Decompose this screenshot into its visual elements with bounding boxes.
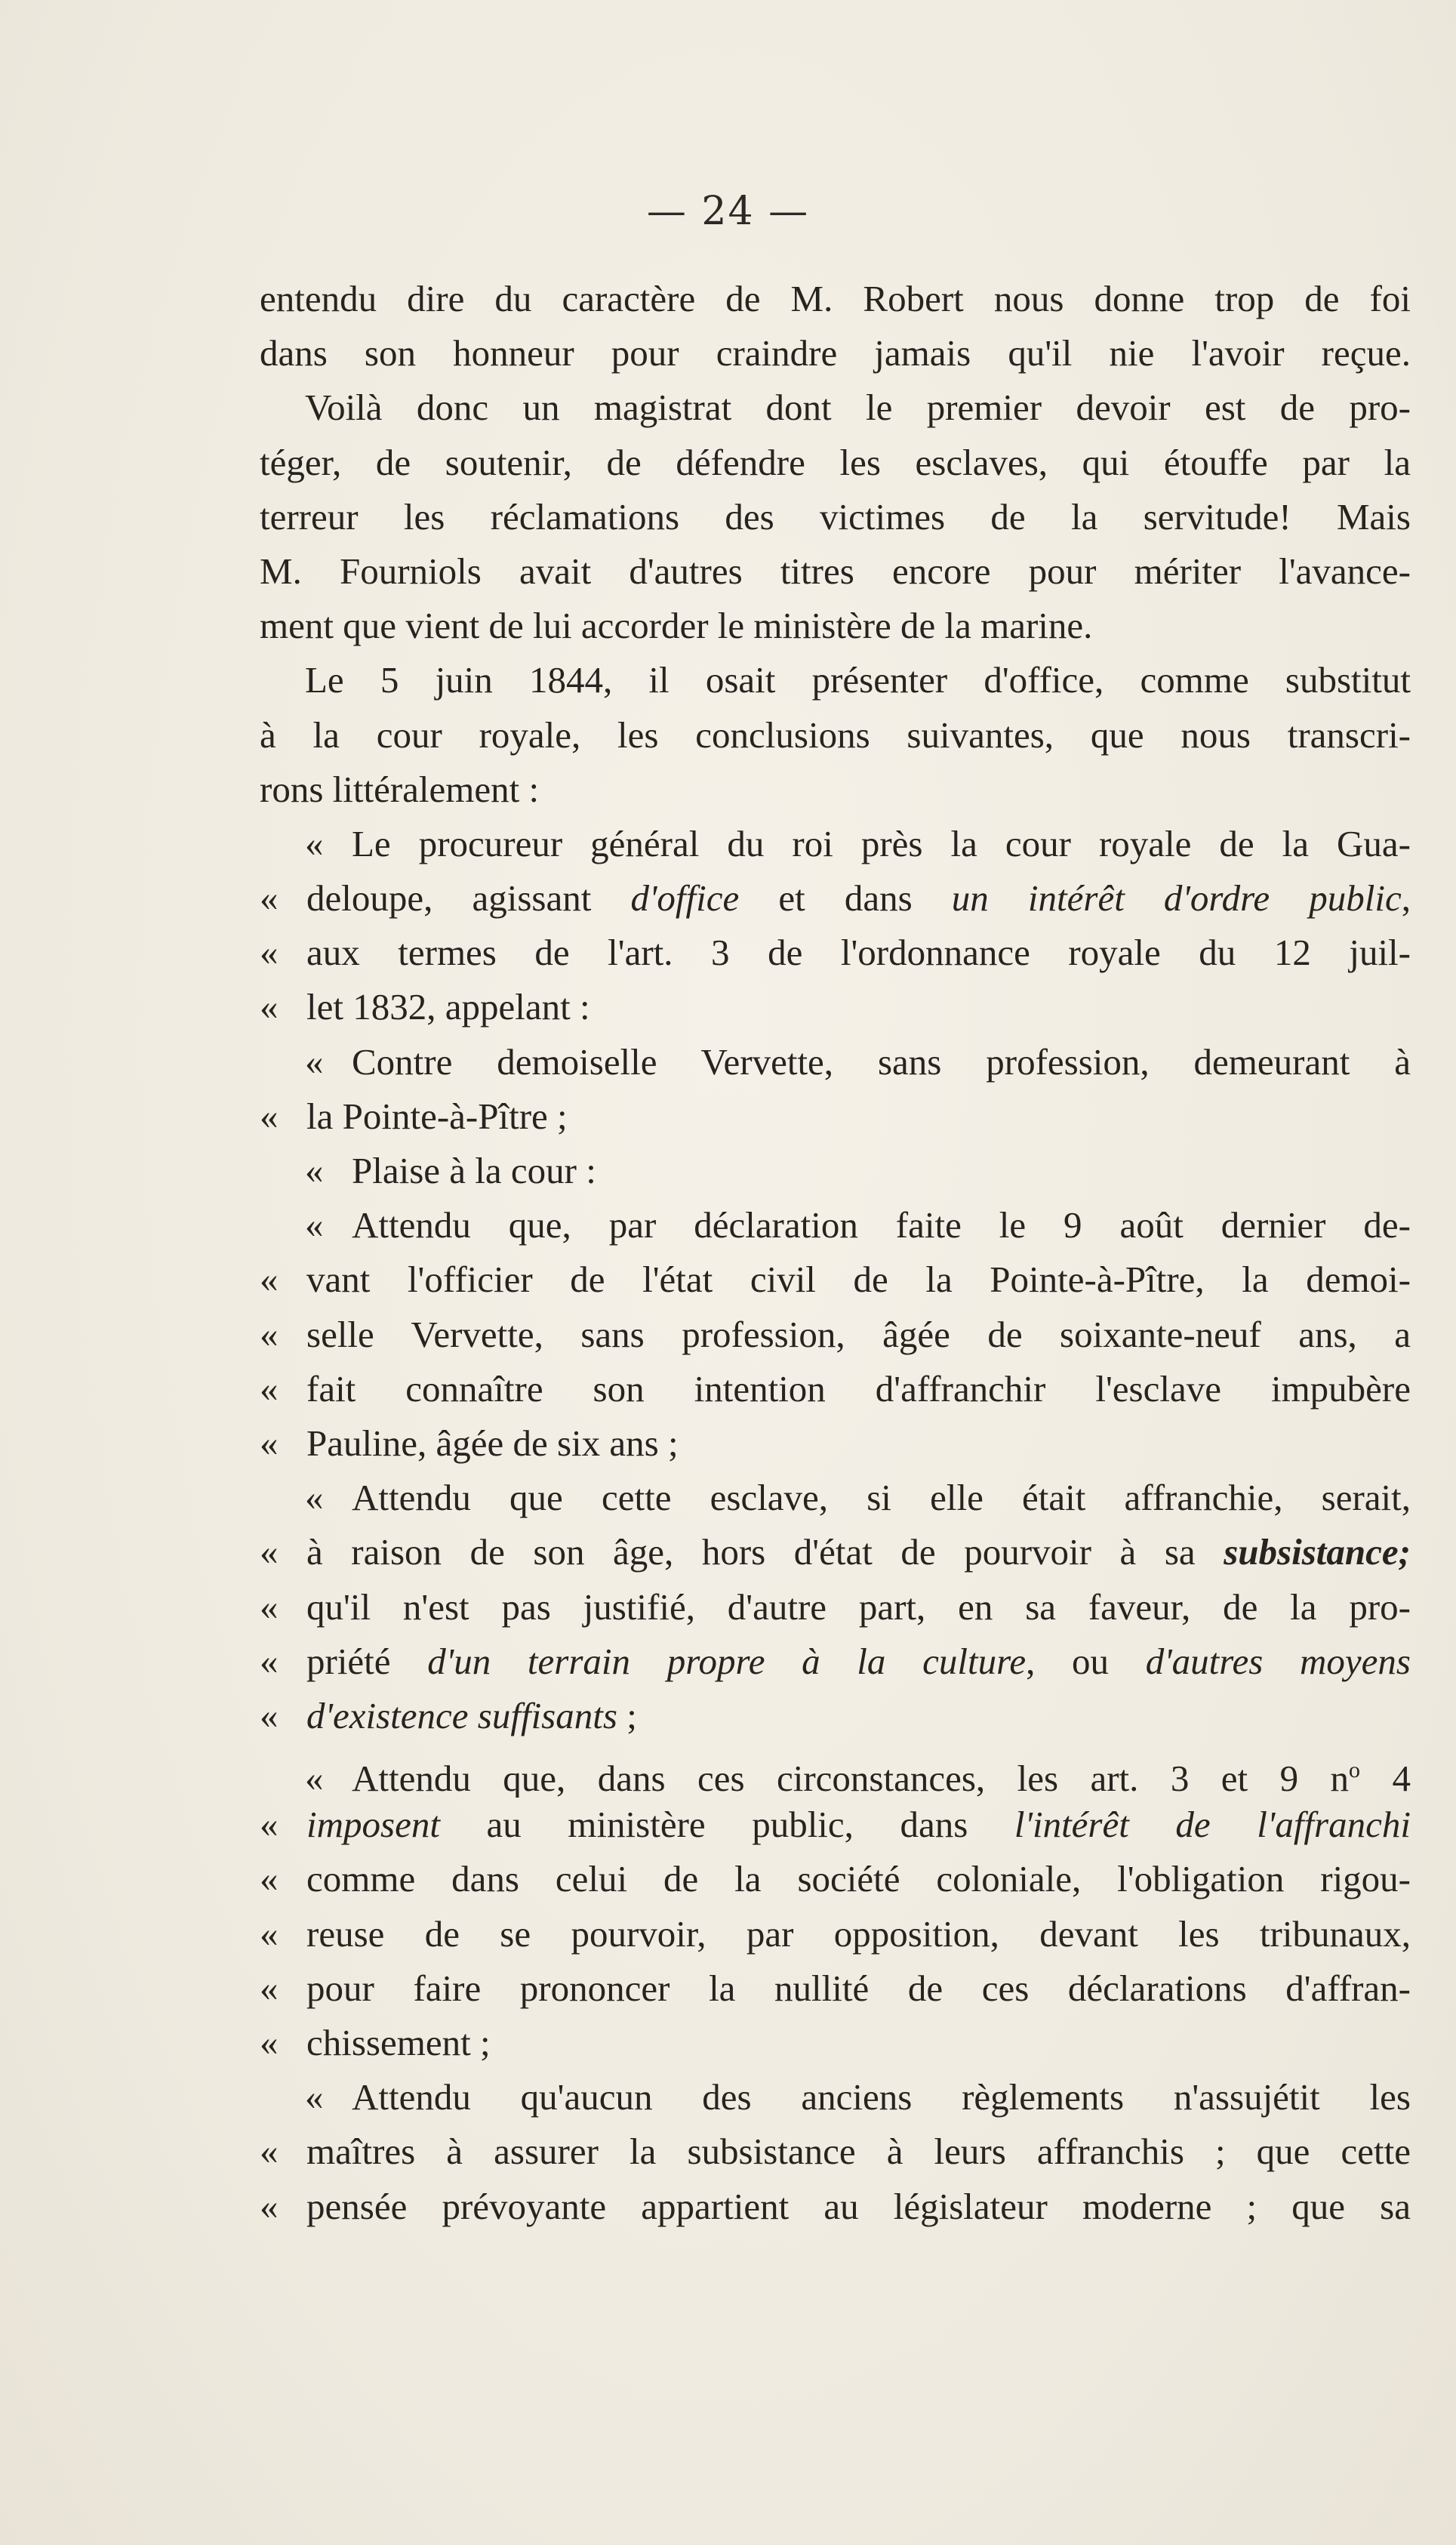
- quote-mark: «: [260, 1422, 279, 1464]
- text-run: dans son honneur pour craindre jamais qu'il nie l'avoir reçue.: [260, 332, 1411, 374]
- quote-mark: «: [305, 1040, 324, 1083]
- quote-mark: «: [260, 1095, 279, 1137]
- text-run: Voilà donc un magistrat dont le premier devoir est de pro-: [305, 387, 1411, 429]
- text-line: [260, 2124, 1411, 2179]
- text-run: , ou: [1026, 1640, 1146, 1682]
- text-run: 4: [1360, 1758, 1411, 1798]
- text-run: et dans: [739, 877, 952, 920]
- text-line: [260, 1416, 1411, 1471]
- quote-mark: «: [260, 1967, 279, 2009]
- text-line: [260, 1362, 1411, 1416]
- quote-mark: «: [260, 986, 279, 1028]
- page-number: — 24 —: [646, 189, 810, 234]
- text-run: Le 5 juin 1844, il osait présenter d'office, comme substitut: [305, 659, 1411, 701]
- text-run: téger, de soutenir, de défendre les esclaves, qui étouffe par la: [260, 441, 1411, 483]
- text-run: entendu dire du caractère de M. Robert nous donne trop de foi: [260, 278, 1411, 319]
- text-run: fait connaître son intention d'affranchir l'esclave impubère: [306, 1367, 1411, 1410]
- text-line: [260, 708, 1411, 763]
- text-run: selle Vervette, sans profession, âgée de soixante-neuf ans, a: [306, 1313, 1411, 1355]
- text-run: pour faire prononcer la nullité de ces déclarations d'affran-: [306, 1967, 1411, 2009]
- italic-text: l'intérêt de l'affranchi: [1014, 1804, 1411, 1846]
- text-run: chissement ;: [306, 2022, 491, 2063]
- text-line: [260, 381, 1411, 435]
- text-run: ,: [1401, 877, 1411, 920]
- text-line: [260, 1689, 1411, 1743]
- text-line: [260, 763, 1411, 817]
- italic-text: d'autres moyens: [1145, 1640, 1411, 1682]
- text-line: [260, 1035, 1411, 1089]
- quote-mark: «: [260, 1912, 279, 1955]
- text-run: Attendu qu'aucun des anciens règlements n'assujétit les: [352, 2076, 1411, 2118]
- text-line: [260, 2180, 1411, 2234]
- quote-mark: «: [305, 2076, 324, 2118]
- text-run: Pauline, âgée de six ans ;: [306, 1422, 679, 1464]
- superscript: o: [1349, 1758, 1361, 1783]
- text-line: [260, 544, 1411, 599]
- quote-mark: «: [305, 1477, 324, 1519]
- text-line: [260, 490, 1411, 544]
- quote-mark: «: [260, 877, 279, 920]
- text-run: terreur les réclamations des victimes de la servitude! Mais: [260, 495, 1411, 538]
- text-line: [260, 1471, 1411, 1525]
- text-line: [260, 1798, 1411, 1852]
- text-line: [260, 326, 1411, 381]
- text-run: Plaise à la cour :: [352, 1150, 596, 1191]
- text-line: [260, 1525, 1411, 1579]
- text-run: maîtres à assurer la subsistance à leurs affranchis ; que cette: [306, 2131, 1411, 2173]
- quote-mark: «: [260, 1858, 279, 1900]
- text-line: [260, 1308, 1411, 1362]
- text-run: comme dans celui de la société coloniale, l'obligation rigou-: [306, 1858, 1411, 1900]
- quote-mark: «: [260, 1694, 279, 1736]
- text-line: [260, 817, 1411, 871]
- text-run: priété: [306, 1640, 428, 1682]
- text-run: let 1832, appelant :: [306, 986, 590, 1028]
- text-run: reuse de se pourvoir, par opposition, devant les tribunaux,: [306, 1912, 1411, 1955]
- quote-mark: «: [260, 2185, 279, 2227]
- quote-mark: «: [260, 2022, 279, 2063]
- quote-mark: «: [260, 932, 279, 974]
- text-run: la Pointe-à-Pître ;: [306, 1095, 568, 1137]
- text-line: [260, 272, 1411, 326]
- quote-mark: «: [260, 1367, 279, 1410]
- text-line: [260, 871, 1411, 926]
- text-line: [260, 1252, 1411, 1307]
- italic-text: imposent: [306, 1804, 440, 1846]
- quote-mark: «: [260, 1804, 279, 1846]
- quote-mark: «: [260, 2131, 279, 2173]
- quote-mark: «: [305, 822, 324, 864]
- text-run: Attendu que, par déclaration faite le 9 août dernier de-: [352, 1204, 1411, 1246]
- quote-mark: «: [305, 1758, 324, 1798]
- italic-text: d'office: [630, 877, 740, 920]
- body-text: [260, 272, 1411, 2234]
- text-run: à la cour royale, les conclusions suivantes, que nous transcri-: [260, 713, 1411, 756]
- text-run: ment que vient de lui accorder le ministère de la marine.: [260, 605, 1093, 647]
- text-run: rons littéralement :: [260, 768, 540, 810]
- quote-mark: «: [305, 1204, 324, 1246]
- text-line: [260, 1852, 1411, 1906]
- quote-mark: «: [260, 1640, 279, 1682]
- text-run: Contre demoiselle Vervette, sans profession, demeurant à: [352, 1040, 1411, 1083]
- text-line: [260, 2016, 1411, 2070]
- text-line: [260, 1580, 1411, 1635]
- text-run: pensée prévoyante appartient au législateur moderne ; que sa: [306, 2185, 1411, 2227]
- text-run: deloupe, agissant: [306, 877, 631, 920]
- text-run: qu'il n'est pas justifié, d'autre part, en sa faveur, de la pro-: [306, 1585, 1411, 1628]
- text-line: [260, 1743, 1411, 1798]
- italic-text: d'un terrain propre à la culture: [427, 1640, 1027, 1682]
- text-run: vant l'officier de l'état civil de la Pointe-à-Pître, la demoi-: [306, 1259, 1411, 1301]
- text-line: [260, 1144, 1411, 1198]
- text-run: Attendu que cette esclave, si elle était affranchie, serait,: [352, 1477, 1411, 1519]
- text-line: [260, 1961, 1411, 2016]
- text-run: au ministère public, dans: [439, 1804, 1014, 1846]
- italic-text: subsistance;: [1224, 1531, 1411, 1573]
- text-line: [260, 599, 1411, 653]
- text-line: [260, 436, 1411, 490]
- quote-mark: «: [260, 1259, 279, 1301]
- text-line: [260, 926, 1411, 980]
- text-line: [260, 2070, 1411, 2124]
- text-line: [260, 1635, 1411, 1689]
- text-run: aux termes de l'art. 3 de l'ordonnance royale du 12 juil-: [306, 932, 1411, 974]
- text-run: à raison de son âge, hors d'état de pourvoir à sa: [306, 1531, 1224, 1573]
- text-run: M. Fourniols avait d'autres titres encore pour mériter l'avance-: [260, 550, 1411, 592]
- text-run: Le procureur général du roi près la cour royale de la Gua-: [352, 822, 1411, 864]
- text-line: [260, 1198, 1411, 1252]
- text-run: ;: [617, 1694, 637, 1736]
- italic-text: d'existence suffisants: [306, 1694, 617, 1736]
- text-line: [260, 1907, 1411, 1961]
- quote-mark: «: [305, 1150, 324, 1191]
- text-line: [260, 980, 1411, 1034]
- quote-mark: «: [260, 1531, 279, 1573]
- quote-mark: «: [260, 1585, 279, 1628]
- text-line: [260, 1089, 1411, 1144]
- quote-mark: «: [260, 1313, 279, 1355]
- text-line: [260, 653, 1411, 707]
- text-run: Attendu que, dans ces circonstances, les art. 3 et 9 n: [352, 1758, 1350, 1798]
- italic-text: un intérêt d'ordre public: [951, 877, 1402, 920]
